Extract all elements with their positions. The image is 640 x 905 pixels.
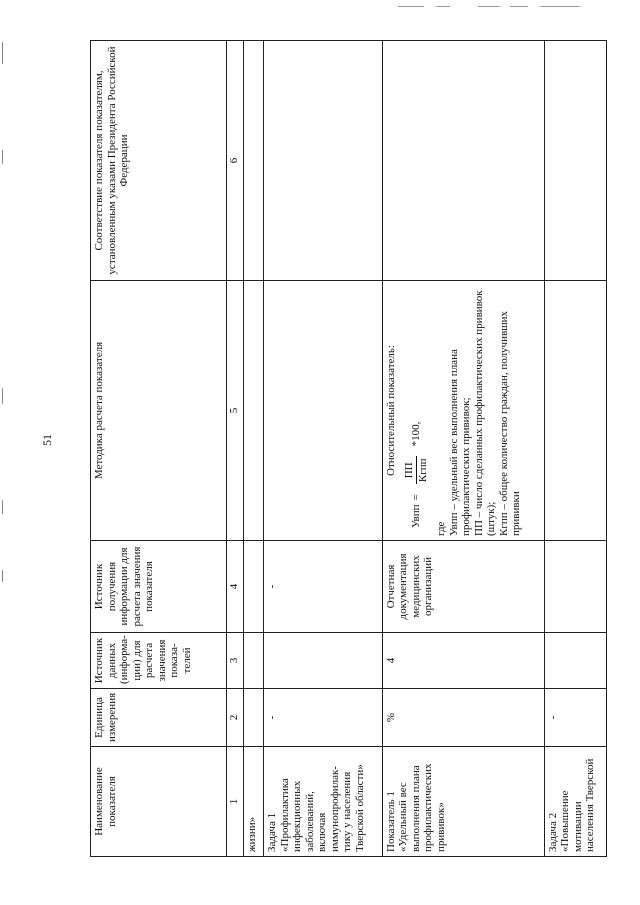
formula xyxy=(403,285,429,528)
table-row xyxy=(544,41,606,857)
carry-over-text: жизни» xyxy=(244,747,264,857)
formula-denominator: Кгпп xyxy=(416,458,429,483)
scan-mark xyxy=(540,6,580,7)
conformity-cell xyxy=(382,41,544,281)
edge-mark xyxy=(2,570,3,582)
scan-mark xyxy=(436,6,450,7)
col-number: 1 xyxy=(226,747,244,857)
formula-fraction xyxy=(403,456,429,484)
indicator-name: Показатель 1 «Удельный вес выполнения плана профилактических прививок» xyxy=(382,747,544,857)
edge-mark xyxy=(2,388,3,404)
data-source-cell xyxy=(264,633,383,689)
col-number: 5 xyxy=(226,281,244,541)
method-definition: Увпп – удельный вес выполнения плана профилактических прививок; xyxy=(447,349,473,536)
formula-multiplier: *100, xyxy=(410,421,423,447)
indicator-name: Задача 1 «Профилактика инфекционных заболеваний, включая иммунопрофилак-тику у населения Тверской области» xyxy=(264,747,383,857)
data-source-cell: 4 xyxy=(382,633,544,689)
unit-cell: - xyxy=(264,689,383,747)
method-definition: ПП – число сделанных профилактических прививок (штук); xyxy=(472,290,498,536)
header-info-origin: Источник получения информации для расчета значения показателя xyxy=(91,541,227,633)
table-row xyxy=(264,41,383,857)
page-number: 51 xyxy=(40,434,54,446)
method-intro: Относительный показатель: xyxy=(384,345,397,476)
header-data-source: Источник данных (информа-ции) для расчета значения показа-телей xyxy=(91,633,227,689)
formula-equals: = xyxy=(410,494,423,501)
edge-mark xyxy=(2,42,3,64)
method-cell xyxy=(264,281,383,541)
column-number-row xyxy=(226,41,244,857)
table-row xyxy=(382,41,544,857)
carry-over-row xyxy=(244,41,264,857)
unit-cell: - xyxy=(544,689,606,747)
rotated-table-container xyxy=(90,41,607,857)
scan-mark xyxy=(510,6,528,7)
indicator-table xyxy=(90,40,607,857)
header-row xyxy=(91,41,227,857)
col-number: 3 xyxy=(226,633,244,689)
header-method: Методика расчета показателя xyxy=(91,281,227,541)
header-conformity: Соответствие показателя показателям, установленным указами Президента Российской Федерации xyxy=(91,41,227,281)
header-indicator-name: Наименование показателя xyxy=(91,747,227,857)
col-number: 4 xyxy=(226,541,244,633)
conformity-cell xyxy=(264,41,383,281)
col-number: 6 xyxy=(226,41,244,281)
formula-lhs: Увпп xyxy=(410,504,423,528)
method-cell xyxy=(544,281,606,541)
col-number: 2 xyxy=(226,689,244,747)
info-origin-cell: Отчетная документация медицинских организаций xyxy=(382,541,544,633)
info-origin-cell: - xyxy=(264,541,383,633)
indicator-name: Задача 2 «Повышение мотивации населения Тверской xyxy=(544,747,606,857)
edge-mark xyxy=(2,500,3,514)
scan-mark xyxy=(398,6,424,7)
header-unit: Единица измерения xyxy=(91,689,227,747)
method-where: где xyxy=(435,521,448,536)
method-definition: Кгпп – общее количество граждан, получивших прививки xyxy=(497,310,523,536)
data-source-cell xyxy=(544,633,606,689)
edge-mark xyxy=(2,150,3,164)
scan-mark xyxy=(478,6,500,7)
formula-numerator: ПП xyxy=(403,456,417,484)
info-origin-cell xyxy=(544,541,606,633)
conformity-cell xyxy=(544,41,606,281)
method-cell xyxy=(382,281,544,541)
unit-cell: % xyxy=(382,689,544,747)
